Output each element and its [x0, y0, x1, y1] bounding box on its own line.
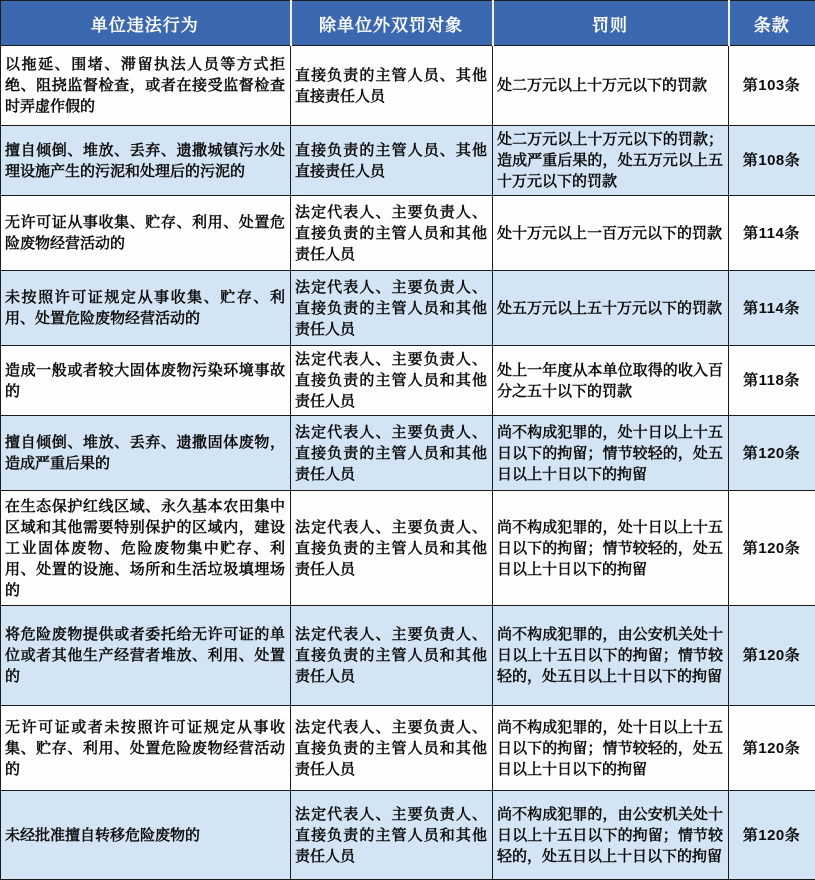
table-row	[1, 416, 815, 491]
column-header-article: 条款	[729, 1, 815, 46]
cell-penalty: 处十万元以上一百万元以下的罚款	[493, 196, 729, 271]
cell-violation: 未经批准擅自转移危险废物的	[1, 791, 291, 880]
cell-violation: 擅自倾倒、堆放、丢弃、遗撒固体废物，造成严重后果的	[1, 416, 291, 491]
cell-targets: 法定代表人、主要负责人、直接负责的主管人员和其他责任人员	[291, 606, 493, 706]
cell-article: 第120条	[729, 706, 815, 791]
cell-article: 第114条	[729, 196, 815, 271]
cell-penalty: 尚不构成犯罪的，处十日以上十五日以下的拘留；情节较轻的，处五日以上十日以下的拘留	[493, 416, 729, 491]
column-header-penalty: 罚则	[493, 1, 729, 46]
cell-targets: 法定代表人、主要负责人、直接负责的主管人员和其他责任人员	[291, 346, 493, 416]
cell-article: 第108条	[729, 126, 815, 196]
column-header-violation: 单位违法行为	[1, 1, 291, 46]
cell-violation: 在生态保护红线区域、永久基本农田集中区域和其他需要特别保护的区域内，建设工业固体废物、危险废物集中贮存、利用、处置的设施、场所和生活垃圾填埋场的	[1, 491, 291, 606]
column-header-targets: 除单位外双罚对象	[291, 1, 493, 46]
cell-violation: 无许可证从事收集、贮存、利用、处置危险废物经营活动的	[1, 196, 291, 271]
table-row	[1, 126, 815, 196]
table-row	[1, 606, 815, 706]
cell-violation: 擅自倾倒、堆放、丢弃、遗撒城镇污水处理设施产生的污泥和处理后的污泥的	[1, 126, 291, 196]
cell-targets: 直接负责的主管人员、其他直接责任人员	[291, 46, 493, 126]
cell-violation: 以拖延、围堵、滞留执法人员等方式拒绝、阻挠监督检查，或者在接受监督检查时弄虚作假的	[1, 46, 291, 126]
cell-penalty: 处二万元以上十万元以下的罚款；造成严重后果的，处五万元以上五十万元以下的罚款	[493, 126, 729, 196]
cell-penalty: 尚不构成犯罪的，由公安机关处十日以上十五日以下的拘留；情节较轻的，处五日以上十日以下的拘留	[493, 791, 729, 880]
cell-article: 第120条	[729, 791, 815, 880]
table-row	[1, 46, 815, 126]
cell-penalty: 尚不构成犯罪的，处十日以上十五日以下的拘留；情节较轻的，处五日以上十日以下的拘留	[493, 491, 729, 606]
cell-targets: 直接负责的主管人员、其他直接责任人员	[291, 126, 493, 196]
cell-penalty: 处二万元以上十万元以下的罚款	[493, 46, 729, 126]
cell-penalty: 尚不构成犯罪的，由公安机关处十日以上十五日以下的拘留；情节较轻的，处五日以上十日以下的拘留	[493, 606, 729, 706]
table-row	[1, 791, 815, 880]
cell-targets: 法定代表人、主要负责人、直接负责的主管人员和其他责任人员	[291, 271, 493, 346]
cell-targets: 法定代表人、主要负责人、直接负责的主管人员和其他责任人员	[291, 196, 493, 271]
cell-violation: 未按照许可证规定从事收集、贮存、利用、处置危险废物经营活动的	[1, 271, 291, 346]
table-row	[1, 196, 815, 271]
cell-article: 第103条	[729, 46, 815, 126]
table-body	[1, 46, 815, 880]
table-row	[1, 491, 815, 606]
cell-penalty: 处上一年度从本单位取得的收入百分之五十以下的罚款	[493, 346, 729, 416]
table-row	[1, 346, 815, 416]
table-row	[1, 706, 815, 791]
cell-targets: 法定代表人、主要负责人、直接负责的主管人员和其他责任人员	[291, 416, 493, 491]
cell-targets: 法定代表人、主要负责人、直接负责的主管人员和其他责任人员	[291, 706, 493, 791]
cell-article: 第114条	[729, 271, 815, 346]
cell-violation: 无许可证或者未按照许可证规定从事收集、贮存、利用、处置危险废物经营活动的	[1, 706, 291, 791]
table-row	[1, 271, 815, 346]
cell-violation: 造成一般或者较大固体废物污染环境事故的	[1, 346, 291, 416]
cell-penalty: 尚不构成犯罪的，处十日以上十五日以下的拘留；情节较轻的，处五日以上十日以下的拘留	[493, 706, 729, 791]
cell-penalty: 处五万元以上五十万元以下的罚款	[493, 271, 729, 346]
cell-article: 第120条	[729, 416, 815, 491]
cell-targets: 法定代表人、主要负责人、直接负责的主管人员和其他责任人员	[291, 491, 493, 606]
cell-article: 第120条	[729, 491, 815, 606]
cell-article: 第120条	[729, 606, 815, 706]
cell-violation: 将危险废物提供或者委托给无许可证的单位或者其他生产经营者堆放、利用、处置的	[1, 606, 291, 706]
table-header-row	[1, 1, 815, 46]
cell-article: 第118条	[729, 346, 815, 416]
cell-targets: 法定代表人、主要负责人、直接负责的主管人员和其他责任人员	[291, 791, 493, 880]
